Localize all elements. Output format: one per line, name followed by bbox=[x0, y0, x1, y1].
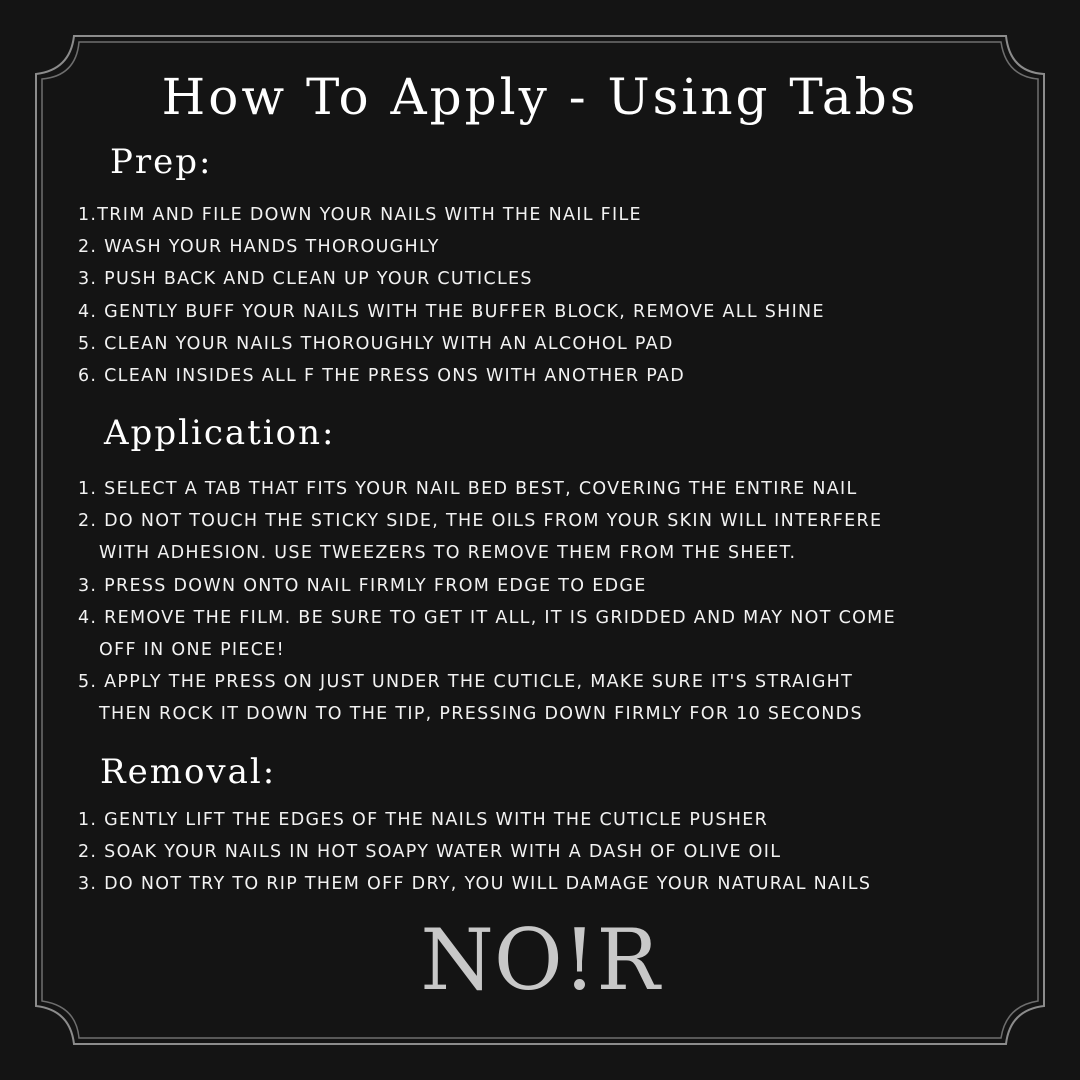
brand-logo: NO!R bbox=[420, 911, 660, 1009]
list-item: 5. CLEAN YOUR NAILS THOROUGHLY WITH AN ALCOHOL PAD bbox=[78, 333, 674, 354]
list-item: 1.TRIM AND FILE DOWN YOUR NAILS WITH THE NAIL FILE bbox=[78, 205, 642, 225]
removal-list bbox=[78, 804, 871, 901]
list-item: 1. GENTLY LIFT THE EDGES OF THE NAILS WITH THE CUTICLE PUSHER bbox=[78, 810, 769, 830]
removal-heading: Removal: bbox=[100, 752, 277, 792]
list-item: 5. APPLY THE PRESS ON JUST UNDER THE CUTICLE, MAKE SURE IT'S STRAIGHT bbox=[78, 672, 854, 693]
prep-heading: Prep: bbox=[110, 142, 213, 182]
list-item: 2. SOAK YOUR NAILS IN HOT SOAPY WATER WITH A DASH OF OLIVE OIL bbox=[78, 842, 782, 863]
list-item: 4. REMOVE THE FILM. BE SURE TO GET IT ALL, IT IS GRIDDED AND MAY NOT COME bbox=[78, 607, 896, 628]
page-title: How To Apply - Using Tabs bbox=[161, 68, 919, 126]
list-item: 6. CLEAN INSIDES ALL F THE PRESS ONS WITH ANOTHER PAD bbox=[78, 366, 685, 387]
list-item-continuation: WITH ADHESION. USE TWEEZERS TO REMOVE THEM FROM THE SHEET. bbox=[99, 543, 797, 564]
application-list bbox=[78, 473, 896, 731]
list-item: 2. WASH YOUR HANDS THOROUGHLY bbox=[78, 237, 440, 258]
list-item: 4. GENTLY BUFF YOUR NAILS WITH THE BUFFER BLOCK, REMOVE ALL SHINE bbox=[78, 301, 825, 322]
application-heading: Application: bbox=[104, 413, 336, 453]
list-item: 3. DO NOT TRY TO RIP THEM OFF DRY, YOU WILL DAMAGE YOUR NATURAL NAILS bbox=[78, 874, 872, 895]
prep-list bbox=[78, 199, 825, 392]
list-item: 1. SELECT A TAB THAT FITS YOUR NAIL BED BEST, COVERING THE ENTIRE NAIL bbox=[78, 479, 858, 499]
list-item: 3. PUSH BACK AND CLEAN UP YOUR CUTICLES bbox=[78, 269, 533, 290]
list-item-continuation: OFF IN ONE PIECE! bbox=[99, 640, 285, 661]
list-item: 2. DO NOT TOUCH THE STICKY SIDE, THE OILS FROM YOUR SKIN WILL INTERFERE bbox=[78, 511, 883, 532]
list-item: 3. PRESS DOWN ONTO NAIL FIRMLY FROM EDGE TO EDGE bbox=[78, 575, 647, 596]
list-item-continuation: THEN ROCK IT DOWN TO THE TIP, PRESSING DOWN FIRMLY FOR 10 SECONDS bbox=[99, 704, 863, 725]
